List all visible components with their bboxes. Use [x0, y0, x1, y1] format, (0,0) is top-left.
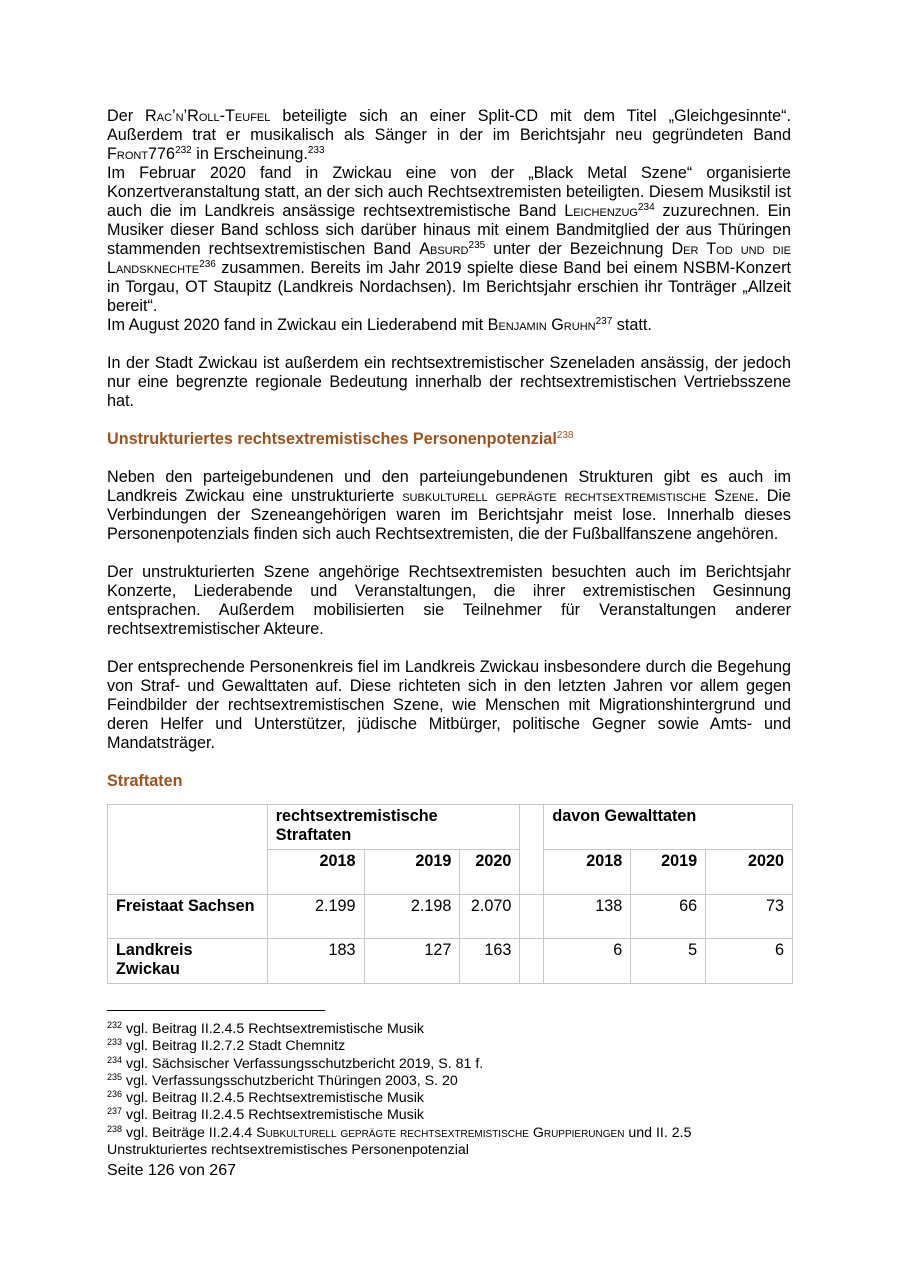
paragraph-unstrukturierte-szene	[107, 468, 791, 544]
table-year-header: 2020	[460, 850, 520, 895]
footnote	[107, 1090, 791, 1107]
footnote-text: vgl. Beitrag II.2.4.5 Rechtsextremistische Musik	[122, 1107, 425, 1124]
table-cell: 73	[706, 895, 793, 939]
table-group-header: rechtsextremistische Straftaten	[267, 805, 520, 850]
heading-text: Unstrukturiertes rechtsextremistisches Personenpotenzial	[107, 430, 557, 448]
footnotes	[107, 1021, 791, 1159]
text: Im August 2020 fand in Zwickau ein Liederabend mit	[107, 316, 488, 334]
spacer	[107, 753, 791, 772]
footnote-number: 237	[107, 1106, 123, 1117]
section-heading-personenpotenzial	[107, 430, 791, 449]
table-corner-cell	[108, 805, 268, 895]
text: Der	[107, 107, 146, 125]
text: . Die Verbindungen der Szeneangehörigen waren im Berichtsjahr meist lose. Innerhalb dieses Personenpotenzials finden sich auch Rechtsextremisten, die der Fußballfanszene angehören.	[107, 487, 791, 543]
text: Im Februar 2020 fand in Zwickau eine von der „Black Metal Szene“ organisierte Konzertveranstaltung statt, an der sich auch Rechtsextremisten beteiligten. Diesem Musikstil ist auch die im Landkreis ansässige rechtsextremistische Band	[107, 164, 791, 220]
footnote	[107, 1038, 791, 1055]
footnote-number: 235	[107, 1071, 123, 1082]
table-cell: 66	[631, 895, 706, 939]
footnote-ref[interactable]: 237	[595, 316, 613, 327]
text: statt.	[612, 316, 652, 334]
spacer	[107, 639, 791, 658]
section-heading-straftaten: Straftaten	[107, 772, 183, 790]
footnote-text: vgl. Beitrag II.2.4.5 Rechtsextremistische Musik	[122, 1021, 425, 1037]
footnote	[107, 1107, 791, 1124]
text: Neben den parteigebundenen und den parteiungebundenen Strukturen gibt es auch im Landkreis Zwickau eine unstrukturierte	[107, 468, 791, 505]
footnote-text: vgl. Verfassungsschutzbericht Thüringen 2003, S. 20	[122, 1072, 458, 1089]
footnote-ref[interactable]: 238	[556, 430, 574, 441]
footnote-number: 232	[107, 1020, 123, 1030]
table-cell: 127	[364, 939, 460, 984]
paragraph-liederabend	[107, 316, 791, 335]
table-cell: 6	[544, 939, 631, 984]
table-spacer-cell	[520, 939, 544, 984]
text: unter der Bezeichnung	[485, 240, 672, 258]
scene-name: subkulturell geprägte rechtsextremistische Szene	[402, 487, 755, 505]
table-row	[108, 895, 793, 939]
footnote-text: vgl. Sächsischer Verfassungsschutzbericht 2019, S. 81 f.	[122, 1055, 484, 1072]
footnote-separator	[107, 1010, 325, 1011]
table-cell: 163	[460, 939, 520, 984]
footnote	[107, 1125, 791, 1160]
table-cell: 2.070	[460, 895, 520, 939]
table-cell: 183	[267, 939, 364, 984]
table-row-label: Landkreis Zwickau	[108, 939, 268, 984]
paragraph-rac-n-roll-teufel	[107, 107, 791, 164]
footnote-smallcaps: Subkulturell geprägte rechtsextremistische Gruppierungen	[256, 1124, 625, 1141]
table-year-header: 2019	[364, 850, 460, 895]
table-cell: 2.198	[364, 895, 460, 939]
text: in Erscheinung.	[191, 145, 308, 163]
footnote	[107, 1073, 791, 1090]
table-row-label: Freistaat Sachsen	[108, 895, 268, 939]
page-number: Seite 126 von 267	[107, 1162, 236, 1180]
table-year-header: 2018	[544, 850, 631, 895]
table-header-row	[108, 805, 793, 850]
band-name: Front776	[107, 145, 176, 163]
band-name: Leichenzug	[564, 202, 638, 220]
paragraph-szeneladen: In der Stadt Zwickau ist außerdem ein rechtsextremistischer Szeneladen ansässig, der jedoch nur eine begrenzte regionale Bedeutung innerhalb der rechtsextremistischen Vertriebsszene hat.	[107, 354, 791, 410]
footnote-number: 233	[107, 1037, 123, 1048]
table-cell: 138	[544, 895, 631, 939]
footnote-ref[interactable]: 232	[175, 145, 192, 156]
paragraph-black-metal	[107, 164, 791, 316]
footnote-text: vgl. Beitrag II.2.4.5 Rechtsextremistische Musik	[122, 1090, 425, 1107]
footnote-ref[interactable]: 234	[638, 202, 655, 213]
spacer	[107, 449, 791, 468]
table-row	[108, 939, 793, 984]
text: zusammen. Bereits im Jahr 2019 spielte diese Band bei einem NSBM-Konzert in Torgau, OT Staupitz (Landkreis Nordachsen). Im Berichtsjahr erschien ihr Tonträger „Allzeit bereit“.	[107, 259, 791, 315]
table-spacer-cell	[520, 805, 544, 895]
footnote-text: und II. 2.5 Unstrukturiertes rechtsextremistisches Personenpotenzial	[107, 1124, 692, 1159]
table-cell: 5	[631, 939, 706, 984]
table-cell: 2.199	[267, 895, 364, 939]
paragraph-konzerte: Der unstrukturierten Szene angehörige Rechtsextremisten besuchten auch im Berichtsjahr Konzerte, Liederabende und Veranstaltungen, die ihrer extremistischen Gesinnung entsprachen. Außerdem mobilisierten sie Teilnehmer für Veranstaltungen anderer rechtsextremistischer Akteure.	[107, 563, 791, 638]
document-page	[107, 107, 791, 1180]
footnote-text: vgl. Beiträge II.2.4.4	[122, 1124, 257, 1141]
footnote-number: 234	[107, 1054, 123, 1065]
band-name: Rac’n’Roll-Teufel	[145, 107, 271, 125]
table-group-header: davon Gewalttaten	[544, 805, 793, 850]
spacer	[107, 335, 791, 354]
band-name: Absurd	[419, 240, 469, 258]
footnote-number: 236	[107, 1089, 123, 1100]
footnote	[107, 1021, 791, 1038]
person-name: Benjamin Gruhn	[487, 316, 596, 334]
footnote	[107, 1056, 791, 1073]
footnote-ref[interactable]: 236	[199, 259, 216, 270]
footnote-number: 238	[107, 1123, 123, 1134]
footnote-ref[interactable]: 235	[468, 240, 486, 251]
spacer	[107, 544, 791, 563]
text: beteiligte sich an einer Split-CD mit dem Titel „Gleichgesinnte“. Außerdem trat er musikalisch als Sänger in der im Berichtsjahr neu gegründeten Band	[107, 107, 791, 144]
table-cell: 6	[706, 939, 793, 984]
spacer	[107, 411, 791, 430]
table-year-header: 2018	[267, 850, 364, 895]
straftaten-table	[107, 804, 793, 984]
table-spacer-cell	[520, 895, 544, 939]
band-name: Der Tod und die Landsknechte	[107, 240, 792, 277]
footnote-text: vgl. Beitrag II.2.7.2 Stadt Chemnitz	[122, 1038, 346, 1055]
text: zuzurechnen. Ein Musiker dieser Band schloss sich darüber hinaus mit einem Bandmitglied der aus Thüringen stammenden rechtsextremistischen Band	[107, 202, 791, 258]
table-year-header: 2019	[631, 850, 706, 895]
table-year-header: 2020	[706, 850, 793, 895]
footnote-ref[interactable]: 233	[307, 145, 325, 156]
paragraph-straf-und-gewalttaten: Der entsprechende Personenkreis fiel im Landkreis Zwickau insbesondere durch die Begehung von Straf- und Gewalttaten auf. Diese richteten sich in den letzten Jahren vor allem gegen Feindbilder der rechtsextremistischen Szene, wie Menschen mit Migrationshintergrund und deren Helfer und Unterstützer, jüdische Mitbürger, politische Gegner sowie Amts- und Mandatsträger.	[107, 658, 791, 752]
